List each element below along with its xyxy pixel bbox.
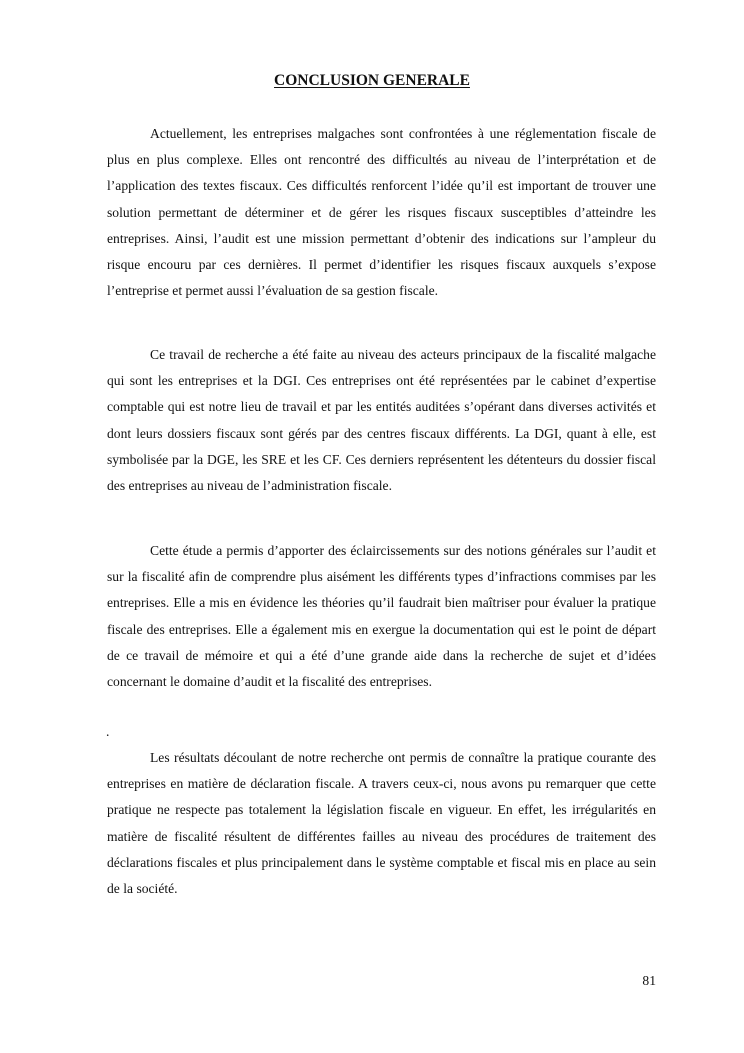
page-title: CONCLUSION GENERALE <box>274 72 470 89</box>
paragraph-cette-etude: Cette étude a permis d’apporter des éclaircissements sur des notions générales sur l’audit et sur la fiscalité afin de comprendre plus aisément les différents types d’infractions commises par les entreprises. Elle a mis en évidence les théories qu’il faudrait bien maîtriser pour évaluer la pratique fiscale des entreprises. Elle a également mis en exergue la documentation qui est le point de départ de ce travail de mémoire et qui a été d’une grande aide dans la recherche de sujet et d’idées concernant le domaine d’audit et la fiscalité des entreprises. <box>107 543 656 690</box>
stray-dot: . <box>106 724 110 739</box>
paragraph-resultats: Les résultats découlant de notre recherche ont permis de connaître la pratique courante des entreprises en matière de déclaration fiscale. A travers ceux-ci, nous avons pu remarquer que cette pratique ne respecte pas totalement la législation fiscale en vigueur. En effet, les irrégularités en matière de fiscalité résultent de différentes failles au niveau des procédures de traitement des déclarations fiscales et plus principalement dans le système comptable et fiscal mis en place au sein de la société. <box>107 750 656 897</box>
paragraph-actuellement: Actuellement, les entreprises malgaches sont confrontées à une réglementation fiscale de plus en plus complexe. Elles ont rencontré des difficultés au niveau de l’interprétation et de l’application des textes fiscaux. Ces difficultés renforcent l’idée qu’il est important de trouver une solution permettant de déterminer et de gérer les risques fiscaux susceptibles d’atteindre les entreprises. Ainsi, l’audit est une mission permettant d’obtenir des indications sur l’ampleur du risque encouru par ces dernières. Il permet d’identifier les risques fiscaux auxquels s’expose l’entreprise et permet aussi l’évaluation de sa gestion fiscale. <box>107 126 656 299</box>
page-number: 81 <box>642 973 656 988</box>
paragraph-travail-de-recherche: Ce travail de recherche a été faite au niveau des acteurs principaux de la fiscalité malgache qui sont les entreprises et la DGI. Ces entreprises ont été représentées par le cabinet d’expertise comptable qui est notre lieu de travail et par les entités auditées s’opérant dans diverses activités et dont leurs dossiers fiscaux sont gérés par des centres fiscaux différents. La DGI, quant à elle, est symbolisée par la DGE, les SRE et les CF. Ces derniers représentent les détenteurs du dossier fiscal des entreprises au niveau de l’administration fiscale. <box>107 347 656 494</box>
